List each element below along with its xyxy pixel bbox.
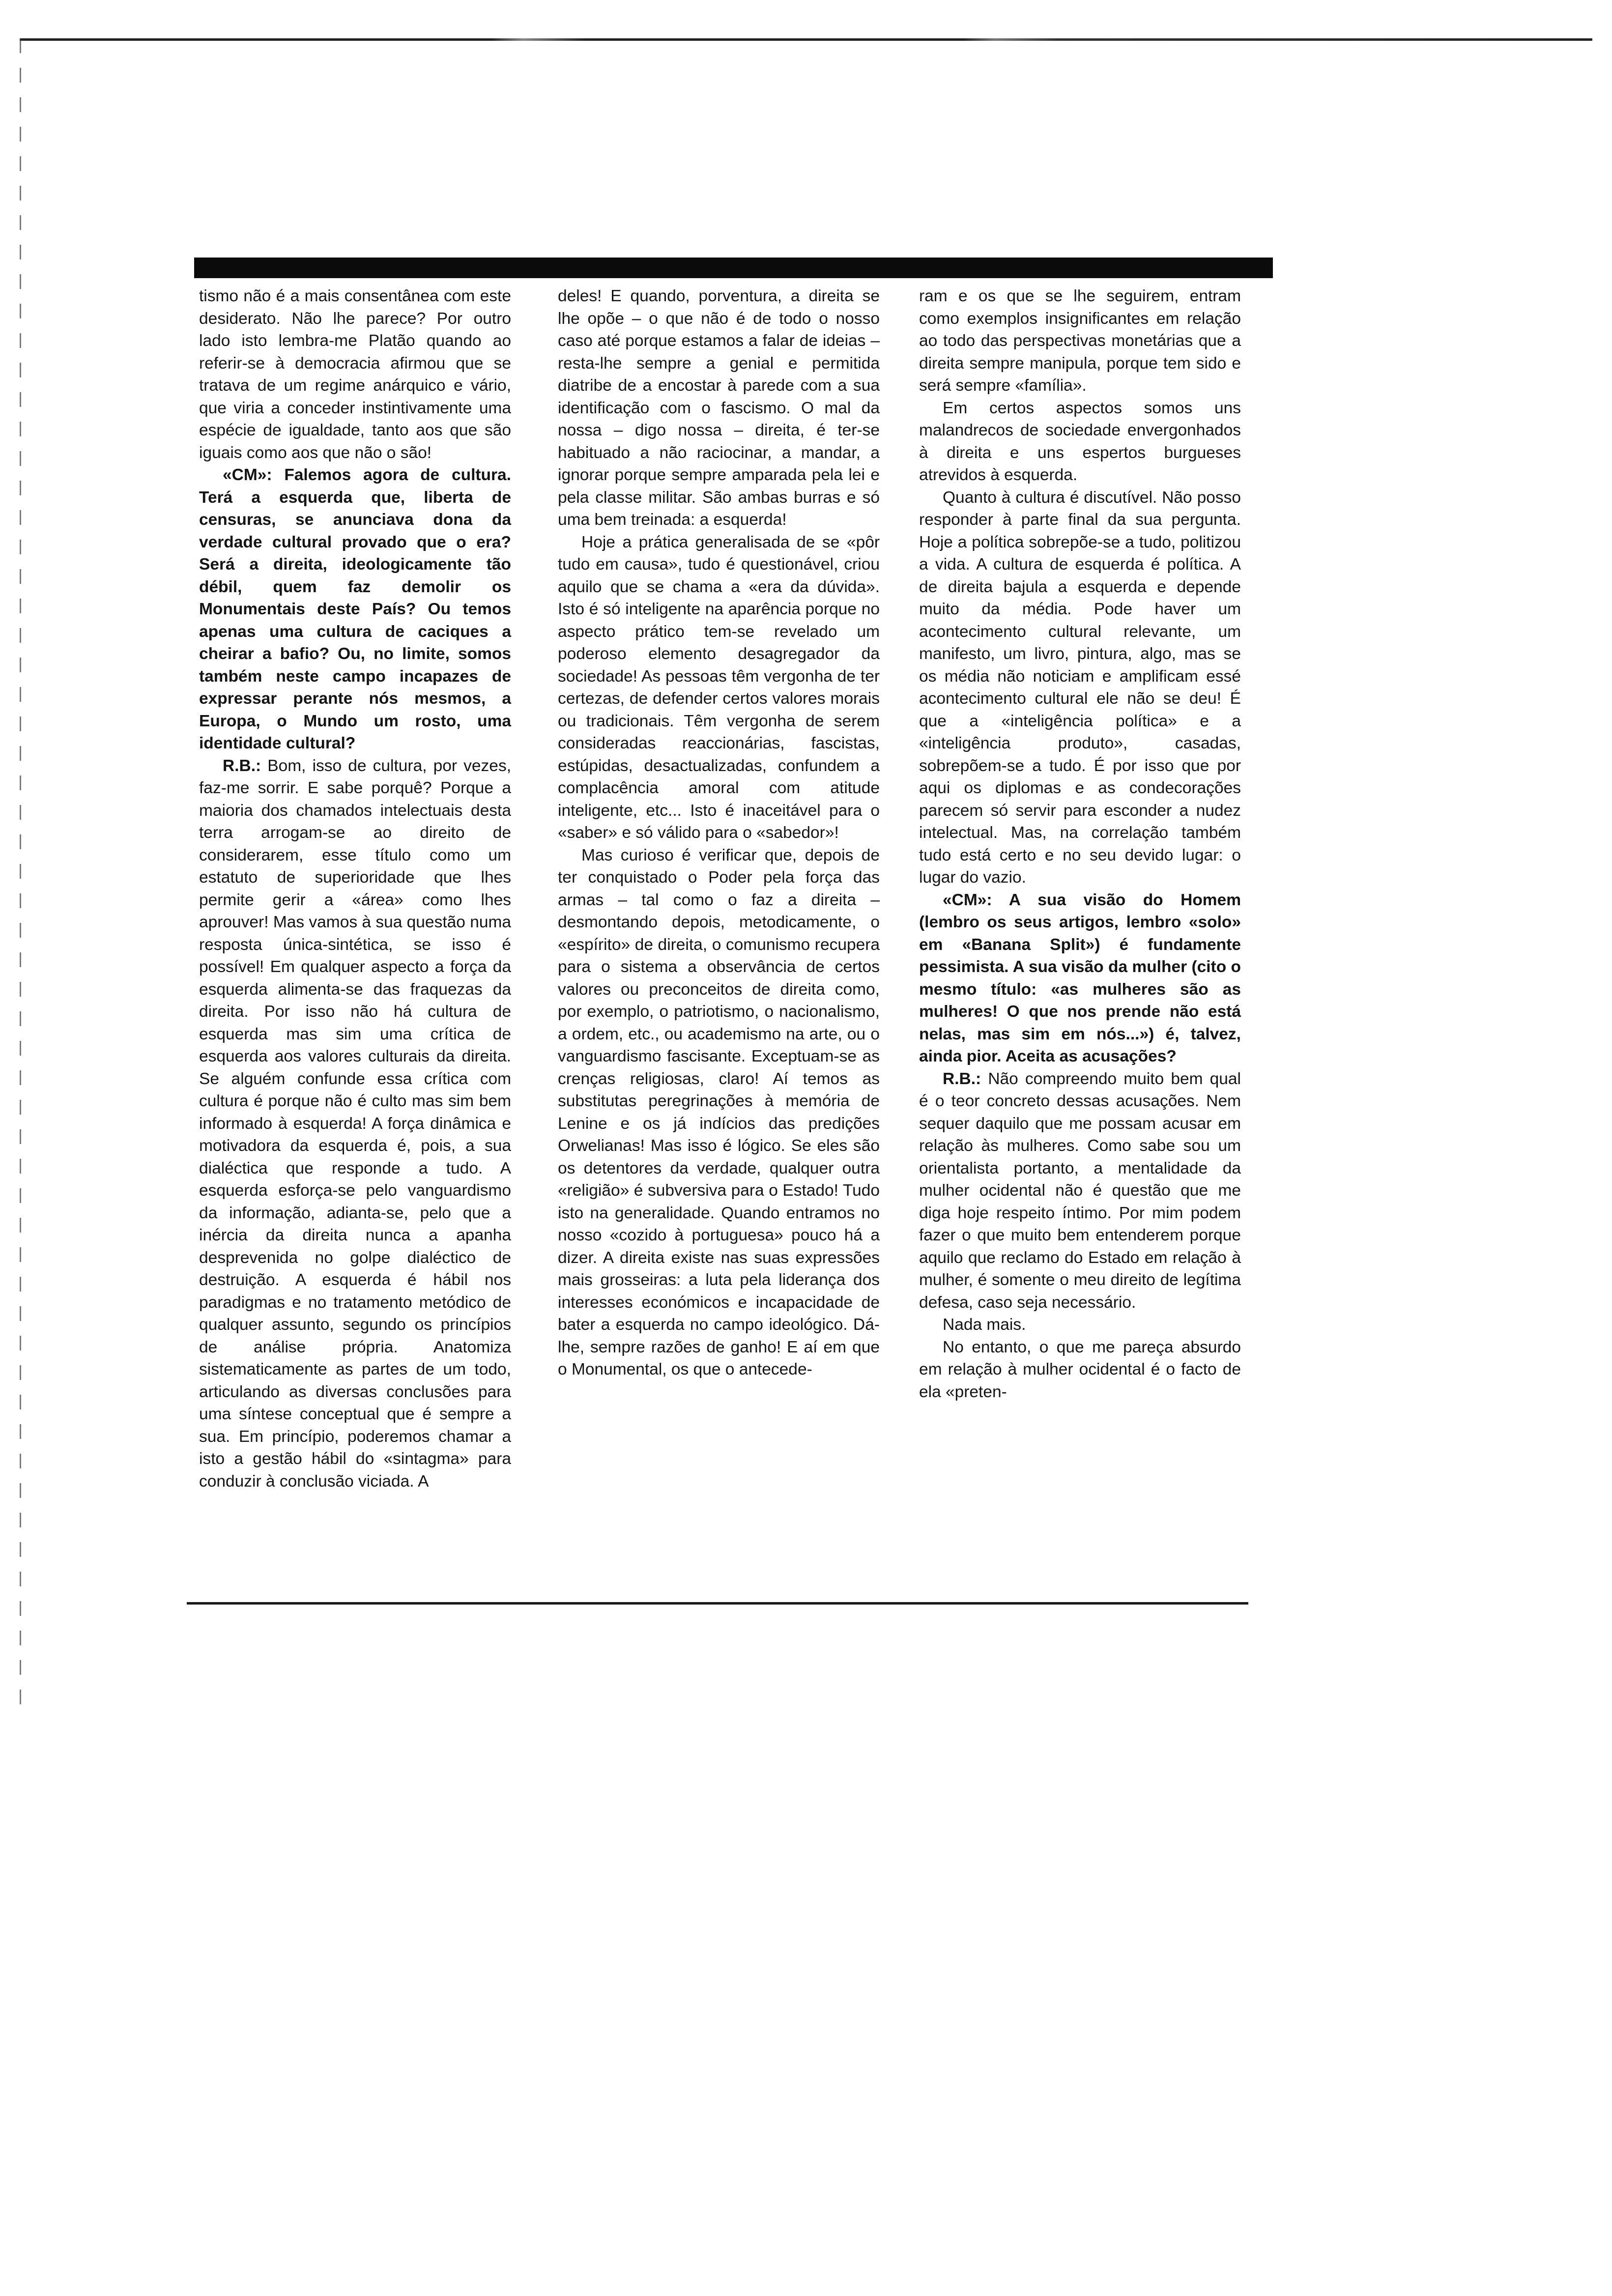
paragraph <box>919 285 1241 397</box>
paragraph <box>199 755 511 1493</box>
body-text: No entanto, o que me pareça absurdo em relação à mulher ocidental é o facto de ela «preten- <box>919 1338 1241 1401</box>
body-text: tismo não é a mais consentânea com este desiderato. Não lhe parece? Por outro lado isto lembra-me Platão quando ao referir-se à democracia afirmou que se tratava de um regime anárquico e vário, que viria a conceder instintivamente uma espécie de igualdade, tanto aos que são iguais como aos que não o são! <box>199 287 511 462</box>
text-column-3 <box>919 285 1241 1403</box>
paragraph <box>919 889 1241 1068</box>
paragraph <box>919 1336 1241 1404</box>
body-text: Em certos aspectos somos uns malandrecos de sociedade envergonhados à direita e uns espertos burgueses atrevidos à esquerda. <box>919 399 1241 484</box>
bold-text: R.B.: <box>223 756 268 775</box>
bold-text: R.B.: <box>943 1069 988 1088</box>
column-header-rule <box>194 258 1273 278</box>
body-text: deles! E quando, porventura, a direita se lhe opõe – o que não é de todo o nosso caso até porque estamos a falar de ideias – resta-lhe sempre a genial e permitida diatribe de a encostar à parede com a sua identificação com o fascismo. O mal da nossa – digo nossa – direita, é ter-se habituado a não raciocinar, a mandar, a ignorar porque sempre amparada pela lei e pela classe militar. São ambas burras e só uma bem treinada: a esquerda! <box>558 287 880 529</box>
body-text: Mas curioso é verificar que, depois de ter conquistado o Poder pela força das armas – tal como o faz a direita – desmontando depois, metodicamente, o «espírito» de direita, o comunismo recupera para o sistema a observância de certos valores ou preconceitos de direita como, por exemplo, o patriotismo, o nacionalismo, a ordem, etc., ou academismo na arte, ou o vanguardismo fascisante. Exceptuam-se as crenças religiosas, claro! Aí temos as substitutas peregrinações à memória de Lenine e os já indícios das predições Orwelianas! Mas isso é lógico. Se eles são os detentores da verdade, qualquer outra «religião» é subversiva para o Estado! Tudo isto na generalidade. Quando entramos no nosso «cozido à portuguesa» pouco há a dizer. A direita existe nas suas expressões mais grosseiras: a luta pela liderança dos interesses económicos e incapacidade de bater a esquerda no campo ideológico. Dá-lhe, sempre razões de ganho! E aí em que o Monumental, os que o antecede- <box>558 846 880 1378</box>
column-footer-rule <box>187 1602 1248 1605</box>
body-text: Hoje a prática generalisada de se «pôr tudo em causa», tudo é questionável, criou aquilo que se chama a «era da dúvida». Isto é só inteligente na aparência porque no aspecto prático tem-se revelado um poderoso elemento desagregador da sociedade! As pessoas têm vergonha de ter certezas, de defender certos valores morais ou tradicionais. Têm vergonha de serem consideradas reaccionárias, fascistas, estúpidas, desactualizadas, confundem a complacência amoral com atitude inteligente, etc... Isto é inaceitável para o «saber» e só válido para o «sabedor»! <box>558 533 880 842</box>
bold-text: «CM»: A sua visão do Homem (lembro os seus artigos, lembro «solo» em «Banana Split») é fundamente pessimista. A sua visão da mulher (cito o mesmo título: «as mulheres são as mulheres! O que nos prende não está nelas, mas sim em nós...») é, talvez, ainda pior. Aceita as acusações? <box>919 890 1241 1065</box>
paragraph <box>919 1068 1241 1314</box>
body-text: ram e os que se lhe seguirem, entram como exemplos insignificantes em relação ao todo das perspectivas monetárias que a direita sempre manipula, porque tem sido e será sempre «família». <box>919 287 1241 395</box>
paragraph <box>558 285 880 531</box>
paragraph <box>199 285 511 464</box>
paragraph <box>199 464 511 755</box>
bold-text: «CM»: Falemos agora de cultura. Terá a esquerda que, liberta de censuras, se anunciava dona da verdade cultural provado que o era? Será a direita, ideologicamente tão débil, quem faz demolir os Monumentais deste País? Ou temos apenas uma cultura de caciques a cheirar a bafio? Ou, no limite, somos também neste campo incapazes de expressar perante nós mesmos, a Europa, o Mundo um rosto, uma identidade cultural? <box>199 466 511 752</box>
body-text: Quanto à cultura é discutível. Não posso responder à parte final da sua pergunta. Hoje a política sobrepõe-se a tudo, politizou a vida. A cultura de esquerda é política. A de direita bajula a esquerda e depende muito da média. Pode haver um acontecimento cultural relevante, um manifesto, um livro, pintura, algo, mas se os média não noticiam e amplificam essé acontecimento cultural ele não se deu! É que a «inteligência política» e a «inteligência produto», casadas, sobrepõem-se a tudo. É por isso que por aqui os diplomas e as condecorações parecem só servir para esconder a nudez intelectual. Mas, na correlação também tudo está certo e no seu devido lugar: o lugar do vazio. <box>919 488 1241 887</box>
scan-top-edge <box>20 38 1592 41</box>
text-column-2 <box>558 285 880 1381</box>
paragraph <box>558 531 880 844</box>
paragraph <box>919 1314 1241 1336</box>
text-column-1 <box>199 285 511 1492</box>
scan-left-edge <box>20 38 21 1709</box>
body-text: Bom, isso de cultura, por vezes, faz-me sorrir. E sabe porquê? Porque a maioria dos chamados intelectuais desta terra arrogam-se ao direito de considerarem, esse título como um estatuto de superioridade que lhes permite gerir a «área» como lhes aprouver! Mas vamos à sua questão numa resposta única-sintética, se isso é possível! Em qualquer aspecto a força da esquerda alimenta-se das fraquezas da direita. Por isso não há cultura de esquerda mas sim uma crítica de esquerda aos valores culturais da direita. Se alguém confunde essa crítica com cultura é porque não é culto mas sim bem informado à esquerda! A força dinâmica e motivadora da esquerda é, pois, a sua dialéctica que responde a tudo. A esquerda esforça-se pelo vanguardismo da informação, adianta-se, pelo que a inércia da direita nunca a apanha desprevenida no golpe dialéctico de destruição. A esquerda é hábil nos paradigmas e no tratamento metódico de qualquer assunto, segundo os princípios de análise própria. Anatomiza sistematicamente as partes de um todo, articulando as diversas conclusões para uma síntese conceptual que é sempre a sua. Em princípio, poderemos chamar a isto a gestão hábil do «sintagma» para conduzir à conclusão viciada. A <box>199 756 511 1491</box>
body-text: Nada mais. <box>943 1316 1026 1334</box>
paragraph <box>919 397 1241 487</box>
paragraph <box>919 487 1241 889</box>
body-text: Não compreendo muito bem qual é o teor concreto dessas acusações. Nem sequer daquilo que me possam acusar em relação às mulheres. Como sabe sou um orientalista portanto, a mentalidade da mulher ocidental não é questão que me diga hoje respeito íntimo. Por mim podem fazer o que muito bem entenderem porque aquilo que reclamo do Estado em relação à mulher, é somente o meu direito de legítima defesa, caso seja necessário. <box>919 1069 1241 1312</box>
paragraph <box>558 844 880 1381</box>
